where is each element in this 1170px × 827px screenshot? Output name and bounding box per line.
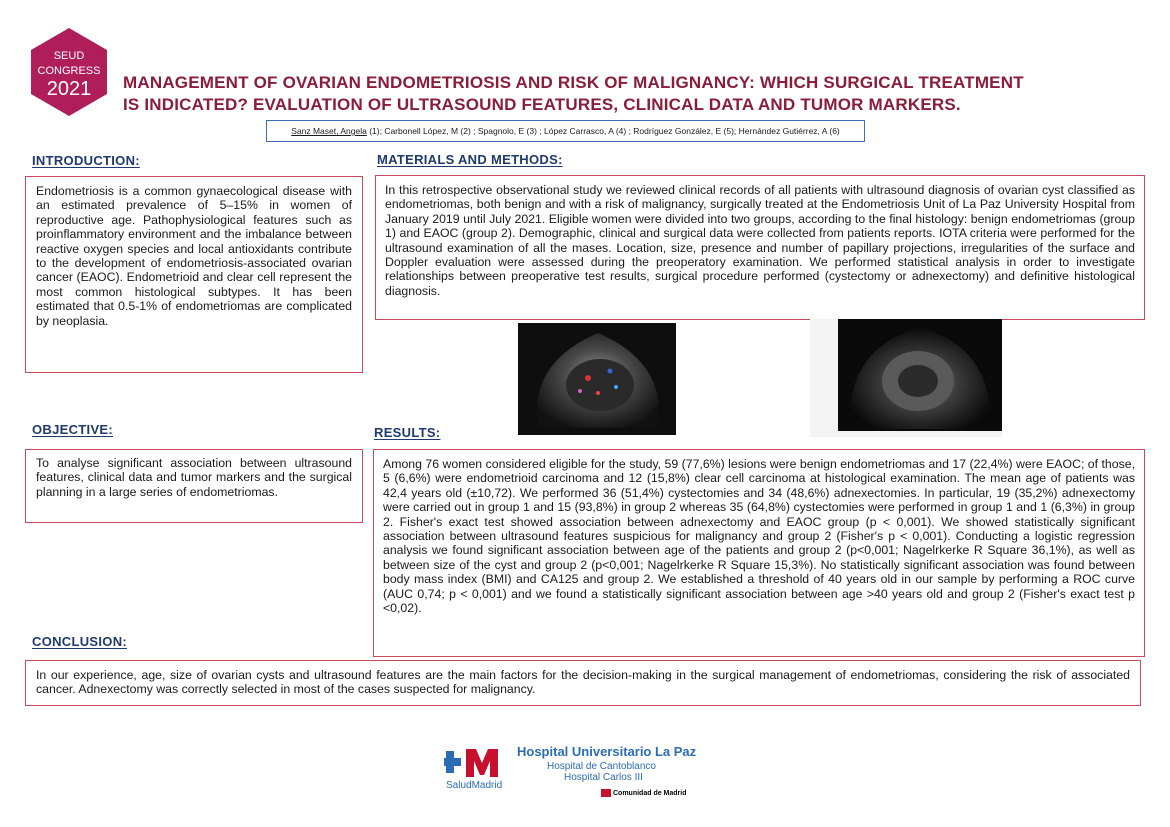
seud-congress-logo xyxy=(29,27,109,117)
ultrasound-image-doppler xyxy=(518,323,676,435)
salud-madrid-logo xyxy=(444,743,514,791)
hospital-cantoblanco: Hospital de Cantoblanco xyxy=(547,761,656,772)
materials-methods-heading: MATERIALS AND METHODS: xyxy=(377,152,563,167)
conclusion-text: In our experience, age, size of ovarian cysts and ultrasound features are the main factors for the decision-making in the surgical management of endometriomas, considering the risk of associated cancer. Adnexectomy was correctly selected in most of the cases suspected for malignancy. xyxy=(25,660,1141,706)
introduction-text: Endometriosis is a common gynaecological disease with an estimated prevalence of 5–15% in women of reproductive age. Pathophysiological features such as proinflammatory environment and the imbalance between reactive oxygen species and local antioxidants contribute to the development of endometriosis-associated ovarian cancer (EAOC). Endometrioid and clear cell represent the most common histological subtypes. It has been estimated that 0.5-1% of endometriomas are complicated by neoplasia. xyxy=(25,176,363,373)
objective-heading: OBJECTIVE: xyxy=(32,422,114,437)
objective-text: To analyse significant association between ultrasound features, clinical data and tumor markers and the surgical planning in a large series of endometriomas. xyxy=(25,449,363,523)
conclusion-heading: CONCLUSION: xyxy=(32,634,128,649)
title-line-1: MANAGEMENT OF OVARIAN ENDOMETRIOSIS AND RISK OF MALIGNANCY: WHICH SURGICAL TREATMENT xyxy=(123,73,1024,92)
salud-madrid-label: SaludMadrid xyxy=(446,780,503,791)
results-heading: RESULTS: xyxy=(374,425,441,440)
results-text: Among 76 women considered eligible for the study, 59 (77,6%) lesions were benign endometriomas and 17 (22,4%) were EAOC; of those, 5 (6,6%) were endometrioid carcinoma and 12 (15,8%) clear cell carcinoma at histological examination. The mean age of patients was 42,4 years old (±10,72). We performed 36 (51,4%) cystectomies and 34 (48,6%) adnexectomies. In particular, 19 (35,2%) adnexectomy were carried out in group 1 and 15 (93,8%) in group 2 whereas 35 (64,8%) cystectomies were performed in group 1 and 1 (6,3%) in group 2. Fisher's exact test showed association between adnexectomy and EAOC group (p < 0,001). We showed statistically significant association between ultrasound features suspicious for malignancy and group 2 (Fisher's p < 0,001). Conducting a logistic regression analysis we found significant association between age of the patients and group 2 (p<0,001; Nagelrkerke R Square 36,1%), as well as between size of the cyst and group 2 (p<0,001; Nagelrkerke R Square 15,3%). No statistically significant association was found between body mass index (BMI) and CA125 and group 2. We established a threshold of 40 years old in our sample by performing a ROC curve (AUC 0,74; p < 0,001) and we found a statistically significant association between age >40 years old and group 2 (Fisher's exact test p <0,02). xyxy=(373,449,1145,657)
introduction-heading: INTRODUCTION: xyxy=(32,153,140,168)
poster-title xyxy=(123,72,1123,116)
logo-line-2: CONGRESS xyxy=(37,65,101,77)
logo-line-3: 2021 xyxy=(46,78,92,100)
title-line-2: IS INDICATED? EVALUATION OF ULTRASOUND FEATURES, CLINICAL DATA AND TUMOR MARKERS. xyxy=(123,95,961,114)
hospital-name: Hospital Universitario La Paz xyxy=(517,744,697,759)
authors-box xyxy=(266,120,865,142)
ultrasound-image-grayscale xyxy=(810,319,1002,437)
materials-methods-text: In this retrospective observational study we reviewed clinical records of all patients with ultrasound diagnosis of ovarian cyst classified as endometriomas, both benign and with a risk of malignancy, surgically treated at the Endometriosis Unit of La Paz University Hospital from January 2019 until July 2021. Eligible women were divided into two groups, according to the final histology: benign endometriomas (group 1) and EAOC (group 2). Demographic, clinical and surgical data were collected from patients reports. IOTA criteria were performed for the ultrasound examination of all the mases. Location, size, presence and number of papillary projections, irregularities of the surface and Doppler evaluation were assessed during the preoperatory examination. We performed statistical analysis in order to investigate relationships between preoperative test results, surgical procedure performed (cystectomy or adnexectomy) and definitive histological diagnosis. xyxy=(375,175,1145,320)
other-authors: (1); Carbonell López, M (2) ; Spagnolo, E (3) ; López Carrasco, A (4) ; Rodríguez González, E (5); Hernández Gutiérrez, A (6) xyxy=(366,126,840,136)
logo-line-1: SEUD xyxy=(53,50,85,62)
madrid-flag-icon xyxy=(601,789,611,797)
comunidad-madrid-logo xyxy=(601,789,687,797)
comunidad-label: Comunidad de Madrid xyxy=(613,789,687,797)
first-author: Sanz Maset, Angela xyxy=(291,126,367,136)
hospital-carlos-iii: Hospital Carlos III xyxy=(564,772,643,783)
